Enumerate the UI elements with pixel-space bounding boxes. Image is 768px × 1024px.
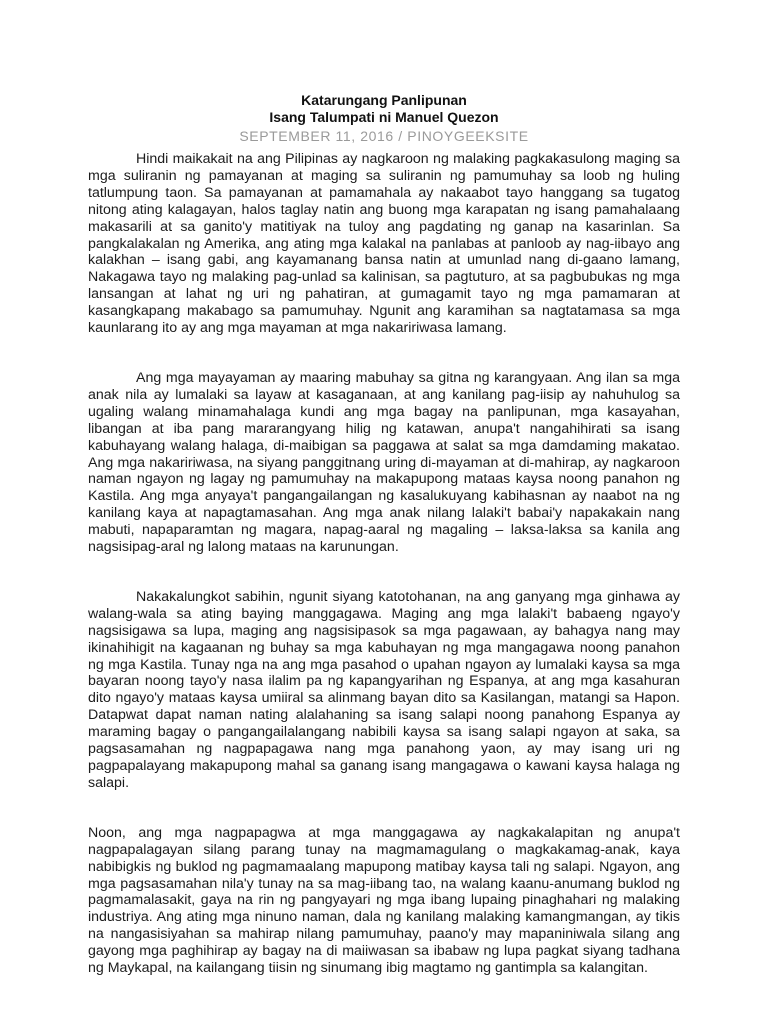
paragraph: Hindi maikakait na ang Pilipinas ay nagkaroon ng malaking pagkakasulong maging sa mga suliranin ng pamayanan at maging sa suliranin ng pamumuhay sa loob ng huling tatlumpung taon. Sa pamayanan at pamamahala ay nakaabot tayo hanggang sa tugatog nitong ating kalagayan, halos taglay natin ang buong mga karapatan ng isang pamahalaang makasarili at sa ganito'y matitiyak na tuloy ang pagdating ng ganap na kasarinlan. Sa pangkalakalan ng Amerika, ang ating mga kalakal na panlabas at panloob ay nag-iibayo ang kalakhan – isang gabi, ang kayamanang bansa natin at umunlad nang di-gaano lamang, Nakagawa tayo ng malaking pag-unlad sa kalinisan, sa pagtuturo, at sa pagbubukas ng mga lansangan at lahat ng uri ng pahatiran, at gumagamit tayo ng mga pamamaran at kasangkapang makabago sa pamumuhay. Ngunit ang karamihan sa nagtatamasa sa mga kaunlarang ito ay ang mga mayaman at mga nakaririwasa lamang. — [88, 151, 680, 337]
document-body — [88, 151, 680, 1010]
paragraph: Ang mga mayayaman ay maaring mabuhay sa gitna ng karangyaan. Ang ilan sa mga anak nila ay lumalaki sa layaw at kasaganaan, at ang kanilang pag-iisip ay nahuhulog sa ugaling walang minamahalaga kundi ang mga bagay na panlipunan, mga kasayahan, libangan at iba pang mararangyang hilig ng katawan, anupa't nangahihirati sa isang kabuhayang walang halaga, di-maibigan sa paggawa at salat sa mga damdaming makatao. Ang mga nakaririwasa, na siyang panggitnang uring di-mayaman at di-mahirap, ay nagkaroon naman ngayon ng lagay ng pamumuhay na makapupong mataas kaysa noong panahon ng Kastila. Ang mga anyaya't pangangailangan ng kasalukuyang kabihasnan ay naabot na ng kanilang kaya at napagtamasahan. Ang mga anak nilang lalaki't babai'y napakakain nang mabuti, napaparamtan ng magara, napag-aaral ng magaling – laksa-laksa sa kanila ang nagsisipag-aral ng lalong mataas na karunungan. — [88, 369, 680, 556]
document-header — [0, 92, 768, 146]
document-byline: SEPTEMBER 11, 2016 / PINOYGEEKSITE — [239, 128, 529, 144]
document-subtitle: Isang Talumpati ni Manuel Quezon — [269, 109, 499, 125]
document-title: Katarungang Panlipunan — [301, 92, 467, 108]
paragraph: Noon, ang mga nagpapagwa at mga manggagawa ay nagkakalapitan ng anupa't nagpapalagayan silang parang tunay na magmamagulang o magkakamag-anak, kaya nabibigkis ng buklod ng pagmamaalang mapupong matibay kaysa tali ng salapi. Ngayon, ang mga pagsasamahan nila'y tunay na sa mag-iibang tao, na walang kaanu-anumang buklod ng pagmamalasakit, gaya na rin ng pangyayari ng mga ibang lupaing pinaghahari ng malaking industriya. Ang ating mga ninuno naman, dala ng kanilang malaking kamangmangan, ay tikis na nangasisiyahan sa mahirap nilang pamumuhay, paano'y may mapaniniwala silang ang gayong mga paghihirap ay bagay na di maiiwasan sa ibabaw ng lupa pagkat siyang tadhana ng Maykapal, na kailangang tiisin ng sinumang ibig magtamo ng gantimpla sa kalangitan. — [88, 824, 680, 977]
paragraph: Nakakalungkot sabihin, ngunit siyang katotohanan, na ang ganyang mga ginhawa ay walang-wala sa ating baying manggagawa. Maging ang mga lalaki't babaeng ngayo'y nagsisigawa sa lupa, maging ang nagsisipasok sa mga pagawaan, ay bahagya nang may ikinahihigit na kagaanan ng buhay sa mga kabuhayan ng mga mangagawa noong panahon ng mga Kastila. Tunay nga na ang mga pasahod o upahan ngayon ay lumalaki kaysa sa mga bayaran noong tayo'y nasa ilalim pa ng kapangyarihan ng Espanya, at ang mga kasahuran dito ngayo'y mataas kaysa umiiral sa alinmang bayan dito sa Kasilangan, matangi sa Hapon. Datapwat dapat naman nating alalahaning sa isang salapi noong panahong Espanya ay maraming bagay o pangangailalangang nabibili kaysa sa isang salapi ngayon at saka, sa pagsasamahan ng nagpapagawa nang mga panahong yaon, ay may isang uri ng pagpapalayang makapupong mahal sa ganang isang mangagawa o kawani kaysa halaga ng salapi. — [88, 588, 680, 791]
